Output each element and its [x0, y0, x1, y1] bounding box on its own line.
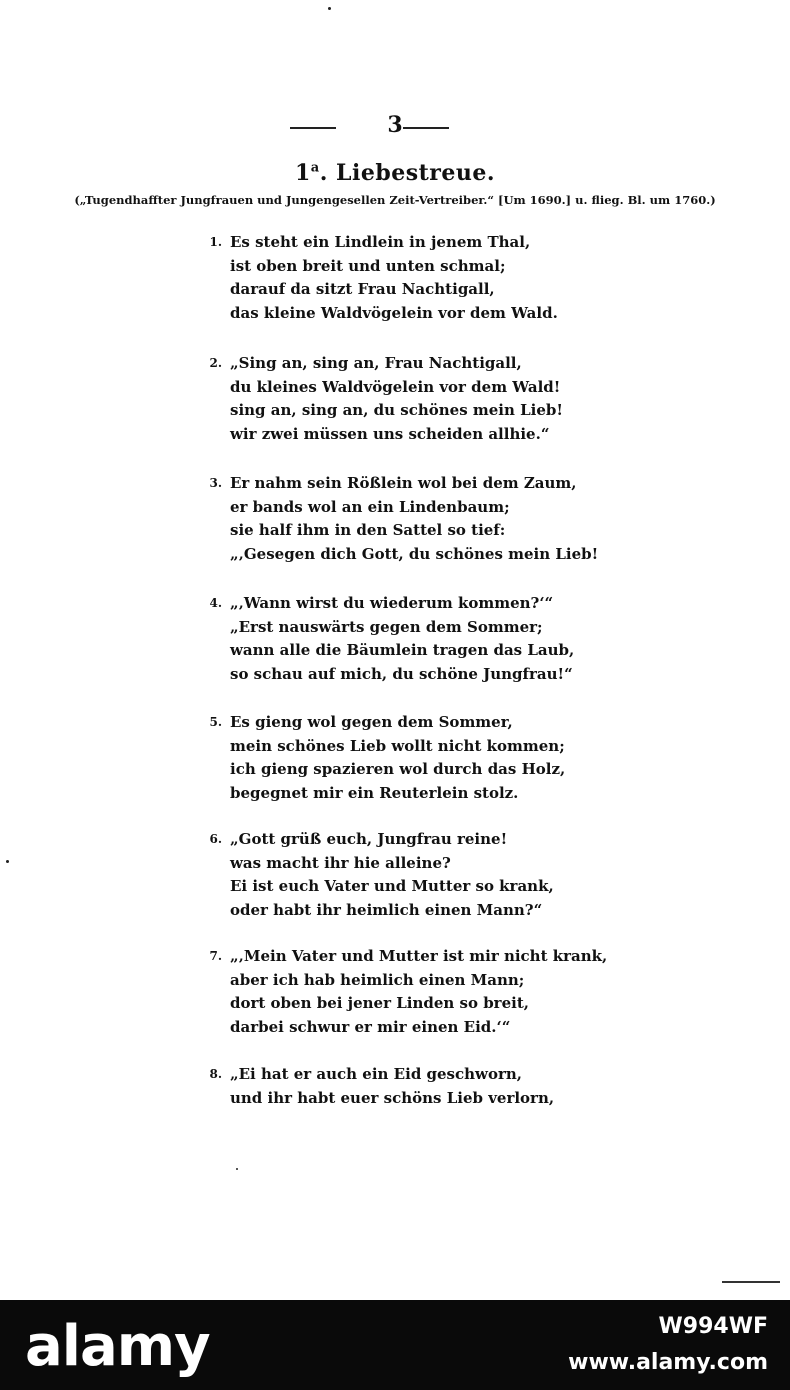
- stanza-number: 2.: [209, 356, 222, 370]
- stanza-number: 5.: [209, 715, 222, 729]
- stanza-number: 3.: [209, 476, 222, 490]
- line-text: wir zwei müssen uns scheiden allhie.“: [230, 424, 550, 443]
- stanza-line: [200, 828, 600, 852]
- stanza-line: [200, 945, 608, 969]
- stanza-line: [200, 616, 600, 640]
- stanza-number: 8.: [209, 1067, 222, 1081]
- stanza-line: [200, 592, 600, 616]
- stanza-line: [200, 376, 600, 400]
- bottom-right-rule: [722, 1281, 780, 1283]
- stanza-line: [200, 735, 600, 759]
- brand-url: www.alamy.com: [568, 1350, 768, 1375]
- line-text: „Erst nauswärts gegen dem Sommer;: [230, 617, 543, 636]
- stanza-line: [200, 899, 600, 923]
- stanza-line: [200, 543, 600, 567]
- stanza-3: [200, 472, 600, 566]
- watermark-footer: [0, 1300, 790, 1390]
- ink-speck: [328, 7, 331, 10]
- line-text: „Gott grüß euch, Jungfrau reine!: [230, 830, 508, 848]
- line-text: was macht ihr hie alleine?: [230, 853, 451, 872]
- stanza-line: [200, 1087, 600, 1111]
- stanza-line: [200, 758, 600, 782]
- stanza-1: [200, 231, 600, 325]
- stanza-line: [200, 663, 600, 687]
- line-text: „Ei hat er auch ein Eid geschworn,: [230, 1065, 522, 1083]
- stanza-line: [200, 1063, 600, 1087]
- title-text: . Liebestreue.: [319, 160, 496, 186]
- line-text: darauf da sitzt Frau Nachtigall,: [230, 280, 495, 298]
- title-number: 1: [294, 160, 311, 186]
- stanza-line: [200, 639, 600, 663]
- stanza-line: [200, 969, 600, 993]
- stanza-line: [200, 352, 600, 376]
- stanza-number: 6.: [209, 832, 222, 846]
- line-text: Ei ist euch Vater und Mutter so krank,: [230, 877, 554, 895]
- line-text: Er nahm sein Rößlein wol bei dem Zaum,: [230, 474, 577, 492]
- stanza-line: [200, 472, 600, 496]
- line-text: ist oben breit und unten schmal;: [230, 256, 506, 275]
- stanza-line: [200, 992, 600, 1016]
- stanza-line: [200, 875, 600, 899]
- poem-title: [0, 160, 790, 186]
- line-text: begegnet mir ein Reuterlein stolz.: [230, 783, 519, 802]
- line-text: Es gieng wol gegen dem Sommer,: [230, 713, 513, 731]
- line-text: „‚Mein Vater und Mutter ist mir nicht krank,: [230, 947, 608, 965]
- page-number: 3: [387, 112, 403, 138]
- line-text: ich gieng spazieren wol durch das Holz,: [230, 760, 566, 778]
- line-text: mein schönes Lieb wollt nicht kommen;: [230, 736, 565, 755]
- stanza-line: [200, 782, 600, 806]
- source-note: („Tugendhaffter Jungfrauen und Jungengesellen Zeit-Vertreiber.“ [Um 1690.] u. flieg. Bl. um 1760.): [74, 193, 716, 207]
- line-text: sing an, sing an, du schönes mein Lieb!: [230, 401, 563, 419]
- stanza-line: [200, 278, 600, 302]
- stanza-line: [200, 255, 600, 279]
- line-text: darbei schwur er mir einen Eid.‘“: [230, 1017, 511, 1036]
- line-text: oder habt ihr heimlich einen Mann?“: [230, 900, 543, 919]
- stanza-line: [200, 519, 600, 543]
- stanza-number: 4.: [209, 596, 222, 610]
- line-text: sie half ihm in den Sattel so tief:: [230, 521, 506, 539]
- line-text: aber ich hab heimlich einen Mann;: [230, 970, 525, 989]
- stanza-line: [200, 399, 600, 423]
- line-text: du kleines Waldvögelein vor dem Wald!: [230, 377, 561, 396]
- stanza-7: [200, 945, 608, 1039]
- page-number-rule-right: [403, 127, 449, 129]
- line-text: wann alle die Bäumlein tragen das Laub,: [230, 641, 575, 659]
- line-text: „‚Gesegen dich Gott, du schönes mein Lieb!: [230, 544, 599, 563]
- stanza-line: [200, 423, 600, 447]
- line-text: Es steht ein Lindlein in jenem Thal,: [230, 233, 531, 251]
- stanza-number: 7.: [209, 949, 222, 963]
- stanza-line: [200, 711, 600, 735]
- stanza-5: [200, 711, 600, 805]
- line-text: er bands wol an ein Lindenbaum;: [230, 497, 510, 516]
- stanza-6: [200, 828, 600, 922]
- line-text: „‚Wann wirst du wiederum kommen?‘“: [230, 594, 554, 612]
- stanza-line: [200, 302, 600, 326]
- stanza-line: [200, 1016, 600, 1040]
- ink-speck: [6, 860, 9, 863]
- line-text: dort oben bei jener Linden so breit,: [230, 994, 529, 1012]
- line-text: „Sing an, sing an, Frau Nachtigall,: [230, 354, 522, 372]
- stanza-line: [200, 852, 600, 876]
- title-superscript: a: [310, 160, 320, 176]
- line-text: und ihr habt euer schöns Lieb verlorn,: [230, 1088, 555, 1107]
- stanza-8: [200, 1063, 600, 1110]
- stanza-line: [200, 231, 600, 255]
- ink-speck: [236, 1168, 238, 1170]
- stanza-number: 1.: [209, 235, 222, 249]
- stanza-4: [200, 592, 600, 686]
- stanza-2: [200, 352, 600, 446]
- stanza-line: [200, 496, 600, 520]
- image-code: W994WF: [658, 1314, 768, 1339]
- line-text: so schau auf mich, du schöne Jungfrau!“: [230, 664, 573, 683]
- brand-logo: alamy: [25, 1314, 210, 1379]
- line-text: das kleine Waldvögelein vor dem Wald.: [230, 303, 558, 322]
